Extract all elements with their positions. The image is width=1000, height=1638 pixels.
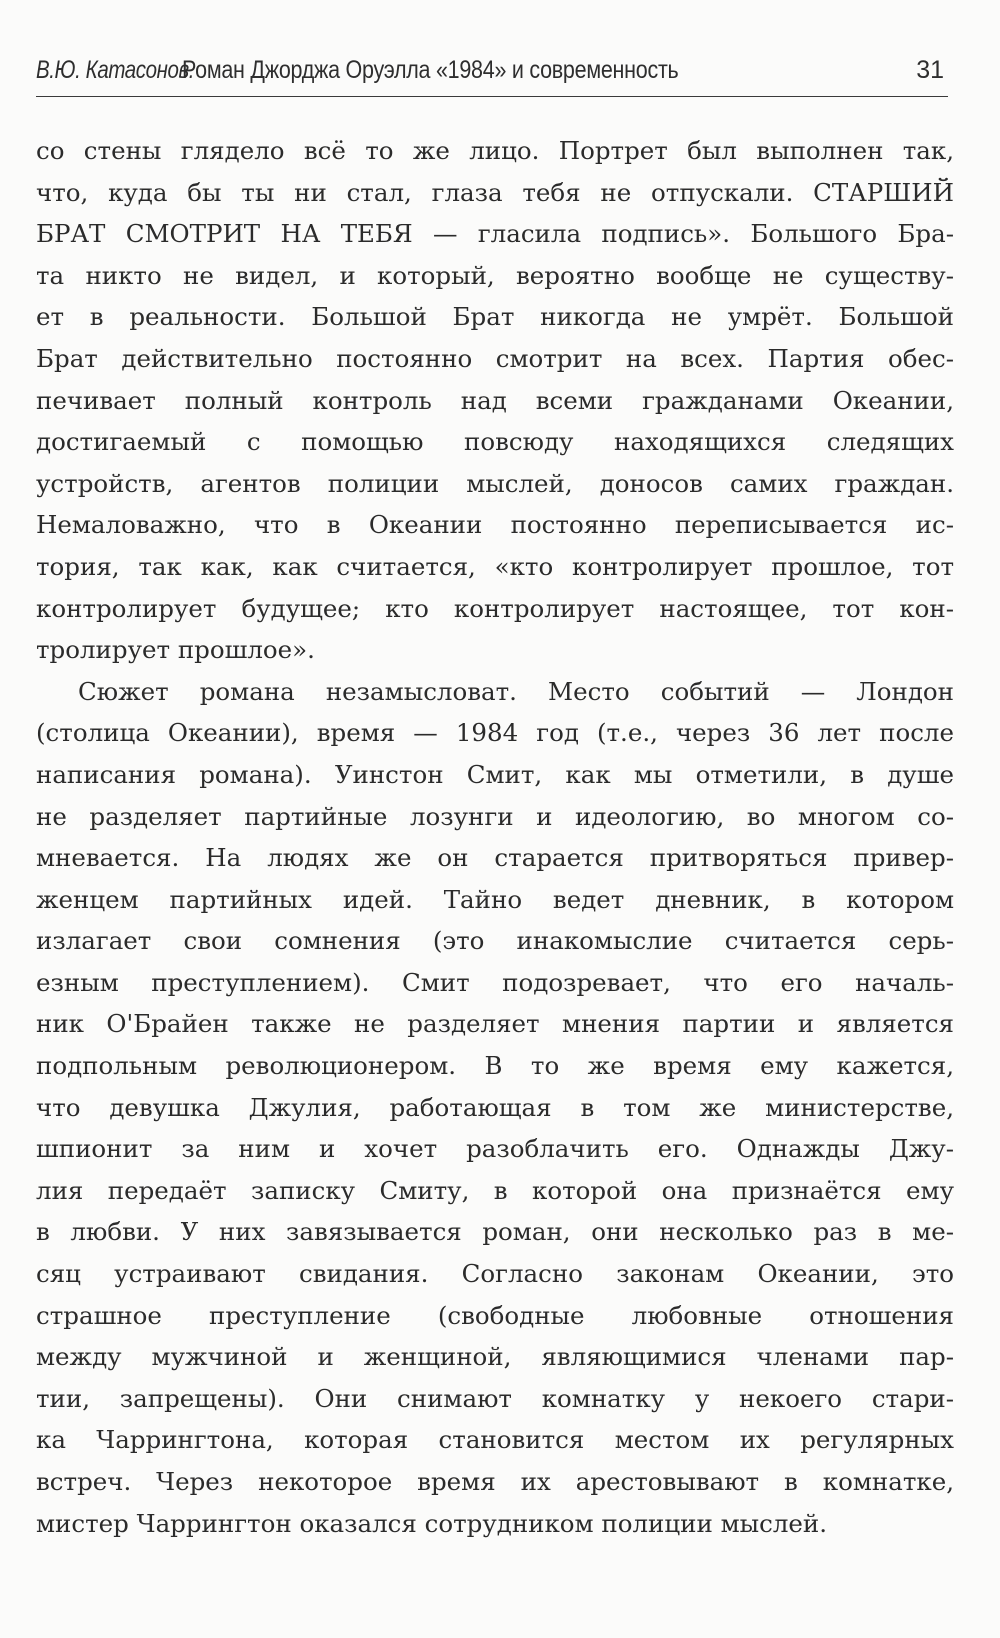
paragraph-1: [36, 130, 954, 671]
text-line: шпионит за ним и хочет разоблачить его. Однажды Джу-: [36, 1134, 954, 1164]
text-line: мневается. На людях же он старается притворяться привер-: [36, 843, 954, 873]
text-line: ка Чаррингтона, которая становится местом их регулярных: [36, 1425, 954, 1455]
text-line: тролирует прошлое».: [36, 635, 315, 665]
text-line: ник О'Брайен также не разделяет мнения партии и является: [36, 1009, 954, 1039]
text-line: женцем партийных идей. Тайно ведет дневник, в котором: [36, 884, 954, 914]
text-line: что девушка Джулия, работающая в том же министерстве,: [36, 1092, 954, 1122]
text-line: подпольным революционером. В то же время ему кажется,: [36, 1051, 954, 1081]
text-line: Сюжет романа незамысловат. Место событий — Лондон: [78, 676, 954, 706]
text-line: со стены глядело всё то же лицо. Портрет был выполнен так,: [36, 136, 954, 165]
text-line: излагает свои сомнения (это инакомыслие считается серь-: [36, 926, 954, 956]
paragraph-2: [36, 671, 954, 1544]
header-author: В.Ю. Катасонов.: [36, 56, 195, 84]
text-line: печивает полный контроль над всеми гражданами Океании,: [36, 385, 954, 415]
text-line: что, куда бы ты ни стал, глаза тебя не отпускали. СТАРШИЙ: [36, 177, 954, 207]
text-line: достигаемый с помощью повсюду находящихся следящих: [36, 427, 954, 457]
text-line: тии, запрещены). Они снимают комнатку у некоего стари-: [36, 1383, 954, 1413]
header-title: Роман Джорджа Оруэлла «1984» и современность: [182, 56, 679, 84]
text-line: Брат действительно постоянно смотрит на всех. Партия обес-: [36, 343, 954, 373]
text-line: устройств, агентов полиции мыслей, доносов самих граждан.: [36, 468, 954, 498]
text-line: лия передаёт записку Смиту, в которой она признаётся ему: [36, 1175, 954, 1205]
text-line: контролирует будущее; кто контролирует настоящее, тот кон-: [36, 593, 954, 623]
text-line: мистер Чаррингтон оказался сотрудником полиции мыслей.: [36, 1508, 828, 1538]
text-line: страшное преступление (свободные любовные отношения: [36, 1300, 954, 1330]
text-line: тория, так как, как считается, «кто контролирует прошлое, тот: [36, 551, 954, 581]
text-line: езным преступлением). Смит подозревает, что его началь-: [36, 967, 954, 997]
text-line: встреч. Через некоторое время их арестовывают в комнатке,: [36, 1467, 954, 1496]
page-number: 31: [916, 56, 944, 84]
text-line: в любви. У них завязывается роман, они несколько раз в ме-: [36, 1217, 954, 1247]
text-line: БРАТ СМОТРИТ НА ТЕБЯ — гласила подпись». Большого Бра-: [36, 219, 954, 249]
text-line: не разделяет партийные лозунги и идеологию, во многом со-: [36, 801, 954, 831]
text-line: (столица Океании), время — 1984 год (т.е., через 36 лет после: [36, 718, 954, 748]
text-line: между мужчиной и женщиной, являющимися членами пар-: [36, 1342, 954, 1372]
text-line: ет в реальности. Большой Брат никогда не умрёт. Большой: [36, 302, 954, 332]
text-line: сяц устраивают свидания. Согласно законам Океании, это: [36, 1259, 954, 1289]
text-line: та никто не видел, и который, вероятно вообще не существу-: [36, 260, 954, 290]
body-text: [36, 130, 954, 1544]
running-header: [36, 56, 948, 97]
text-line: Немаловажно, что в Океании постоянно переписывается ис-: [36, 510, 954, 540]
text-line: написания романа). Уинстон Смит, как мы отметили, в душе: [36, 759, 954, 789]
